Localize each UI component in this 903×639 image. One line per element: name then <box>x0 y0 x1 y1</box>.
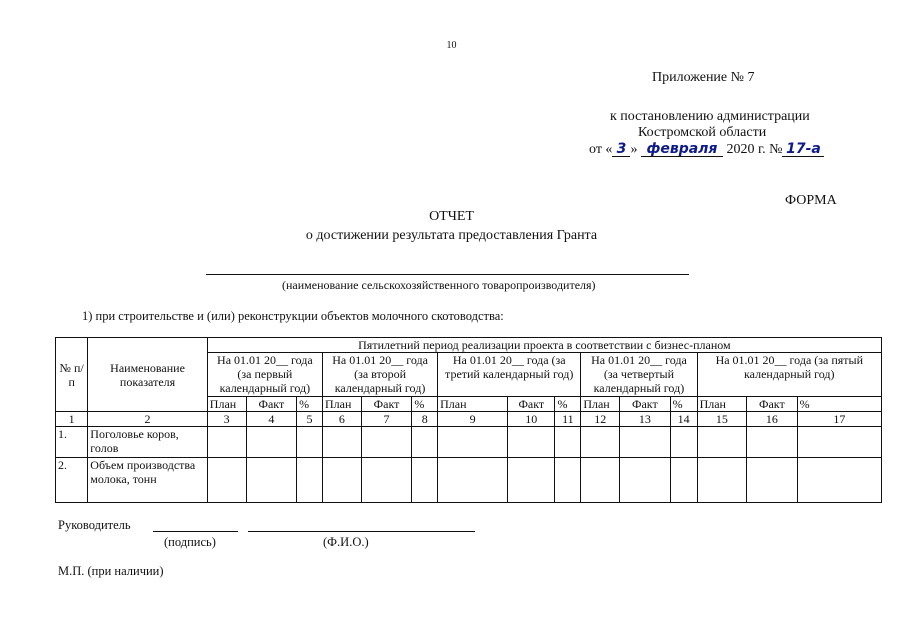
page-number: 10 <box>446 40 457 51</box>
decree-month: февраля <box>641 143 723 157</box>
colnum-3: 3 <box>207 412 246 427</box>
header-year-4: На 01.01 20__ года (за четвертый календарный год) <box>581 353 697 397</box>
header-period: Пятилетний период реализации проекта в соответствии с бизнес-планом <box>207 338 881 353</box>
row-num: 1. <box>56 427 88 458</box>
signature-line <box>153 531 238 532</box>
producer-caption: (наименование сельскохозяйственного товаропроизводителя) <box>282 278 596 292</box>
section-title: 1) при строительстве и (или) реконструкции объектов молочного скотоводства: <box>82 309 504 323</box>
fullname-line <box>248 531 475 532</box>
sub-fact-3: Факт <box>508 397 555 412</box>
decree-year: 2020 г. № <box>726 142 783 157</box>
table-row <box>56 427 882 458</box>
sub-pct-2: % <box>412 397 438 412</box>
decree-number: 17-а <box>782 143 824 157</box>
colnum-6: 6 <box>322 412 361 427</box>
table-row <box>56 458 882 503</box>
sub-plan-4: План <box>581 397 620 412</box>
signature-label: Руководитель <box>58 518 131 532</box>
colnum-10: 10 <box>508 412 555 427</box>
decree-quote-close: » <box>630 142 638 157</box>
colnum-1: 1 <box>56 412 88 427</box>
fullname-caption: (Ф.И.О.) <box>323 535 369 549</box>
colnum-2: 2 <box>88 412 208 427</box>
form-label: ФОРМА <box>785 193 837 208</box>
colnum-16: 16 <box>747 412 798 427</box>
colnum-14: 14 <box>670 412 697 427</box>
report-subtitle: о достижении результата предоставления Гранта <box>305 228 598 243</box>
header-year-5: На 01.01 20__ года (за пятый календарный год) <box>697 353 881 397</box>
sub-plan-3: План <box>438 397 508 412</box>
sub-pct-3: % <box>555 397 581 412</box>
producer-name-line <box>206 274 689 275</box>
sub-plan-2: План <box>322 397 361 412</box>
sub-fact-4: Факт <box>620 397 671 412</box>
signature-caption: (подпись) <box>164 535 216 549</box>
colnum-15: 15 <box>697 412 747 427</box>
colnum-8: 8 <box>412 412 438 427</box>
sub-fact-5: Факт <box>747 397 798 412</box>
header-year-3: На 01.01 20__ года (за третий календарный год) <box>438 353 581 397</box>
sub-plan-1: План <box>207 397 246 412</box>
colnum-7: 7 <box>361 412 412 427</box>
sub-pct-5: % <box>797 397 881 412</box>
colnum-17: 17 <box>797 412 881 427</box>
row-name: Объем производства молока, тонн <box>88 458 208 503</box>
decree-line-2: Костромской области <box>638 125 767 140</box>
report-title: ОТЧЕТ <box>429 209 474 224</box>
report-table <box>55 337 882 503</box>
colnum-13: 13 <box>620 412 671 427</box>
header-num: № п/п <box>56 338 88 412</box>
appendix-heading: Приложение № 7 <box>652 70 755 85</box>
header-year-2: На 01.01 20__ года (за второй календарный год) <box>322 353 437 397</box>
decree-from: от « <box>589 142 613 157</box>
colnum-4: 4 <box>246 412 297 427</box>
colnum-11: 11 <box>555 412 581 427</box>
colnum-12: 12 <box>581 412 620 427</box>
sub-plan-5: План <box>697 397 747 412</box>
sub-pct-1: % <box>297 397 323 412</box>
stamp-label: М.П. (при наличии) <box>58 564 164 578</box>
header-year-1: На 01.01 20__ года (за первый календарный год) <box>207 353 322 397</box>
decree-day: 3 <box>612 143 630 157</box>
sub-pct-4: % <box>670 397 697 412</box>
row-num: 2. <box>56 458 88 503</box>
row-name: Поголовье коров, голов <box>88 427 208 458</box>
header-name: Наименование показателя <box>88 338 208 412</box>
sub-fact-2: Факт <box>361 397 412 412</box>
decree-line-1: к постановлению администрации <box>610 109 810 124</box>
colnum-5: 5 <box>297 412 323 427</box>
sub-fact-1: Факт <box>246 397 297 412</box>
colnum-9: 9 <box>438 412 508 427</box>
decree-date-line <box>589 142 824 158</box>
